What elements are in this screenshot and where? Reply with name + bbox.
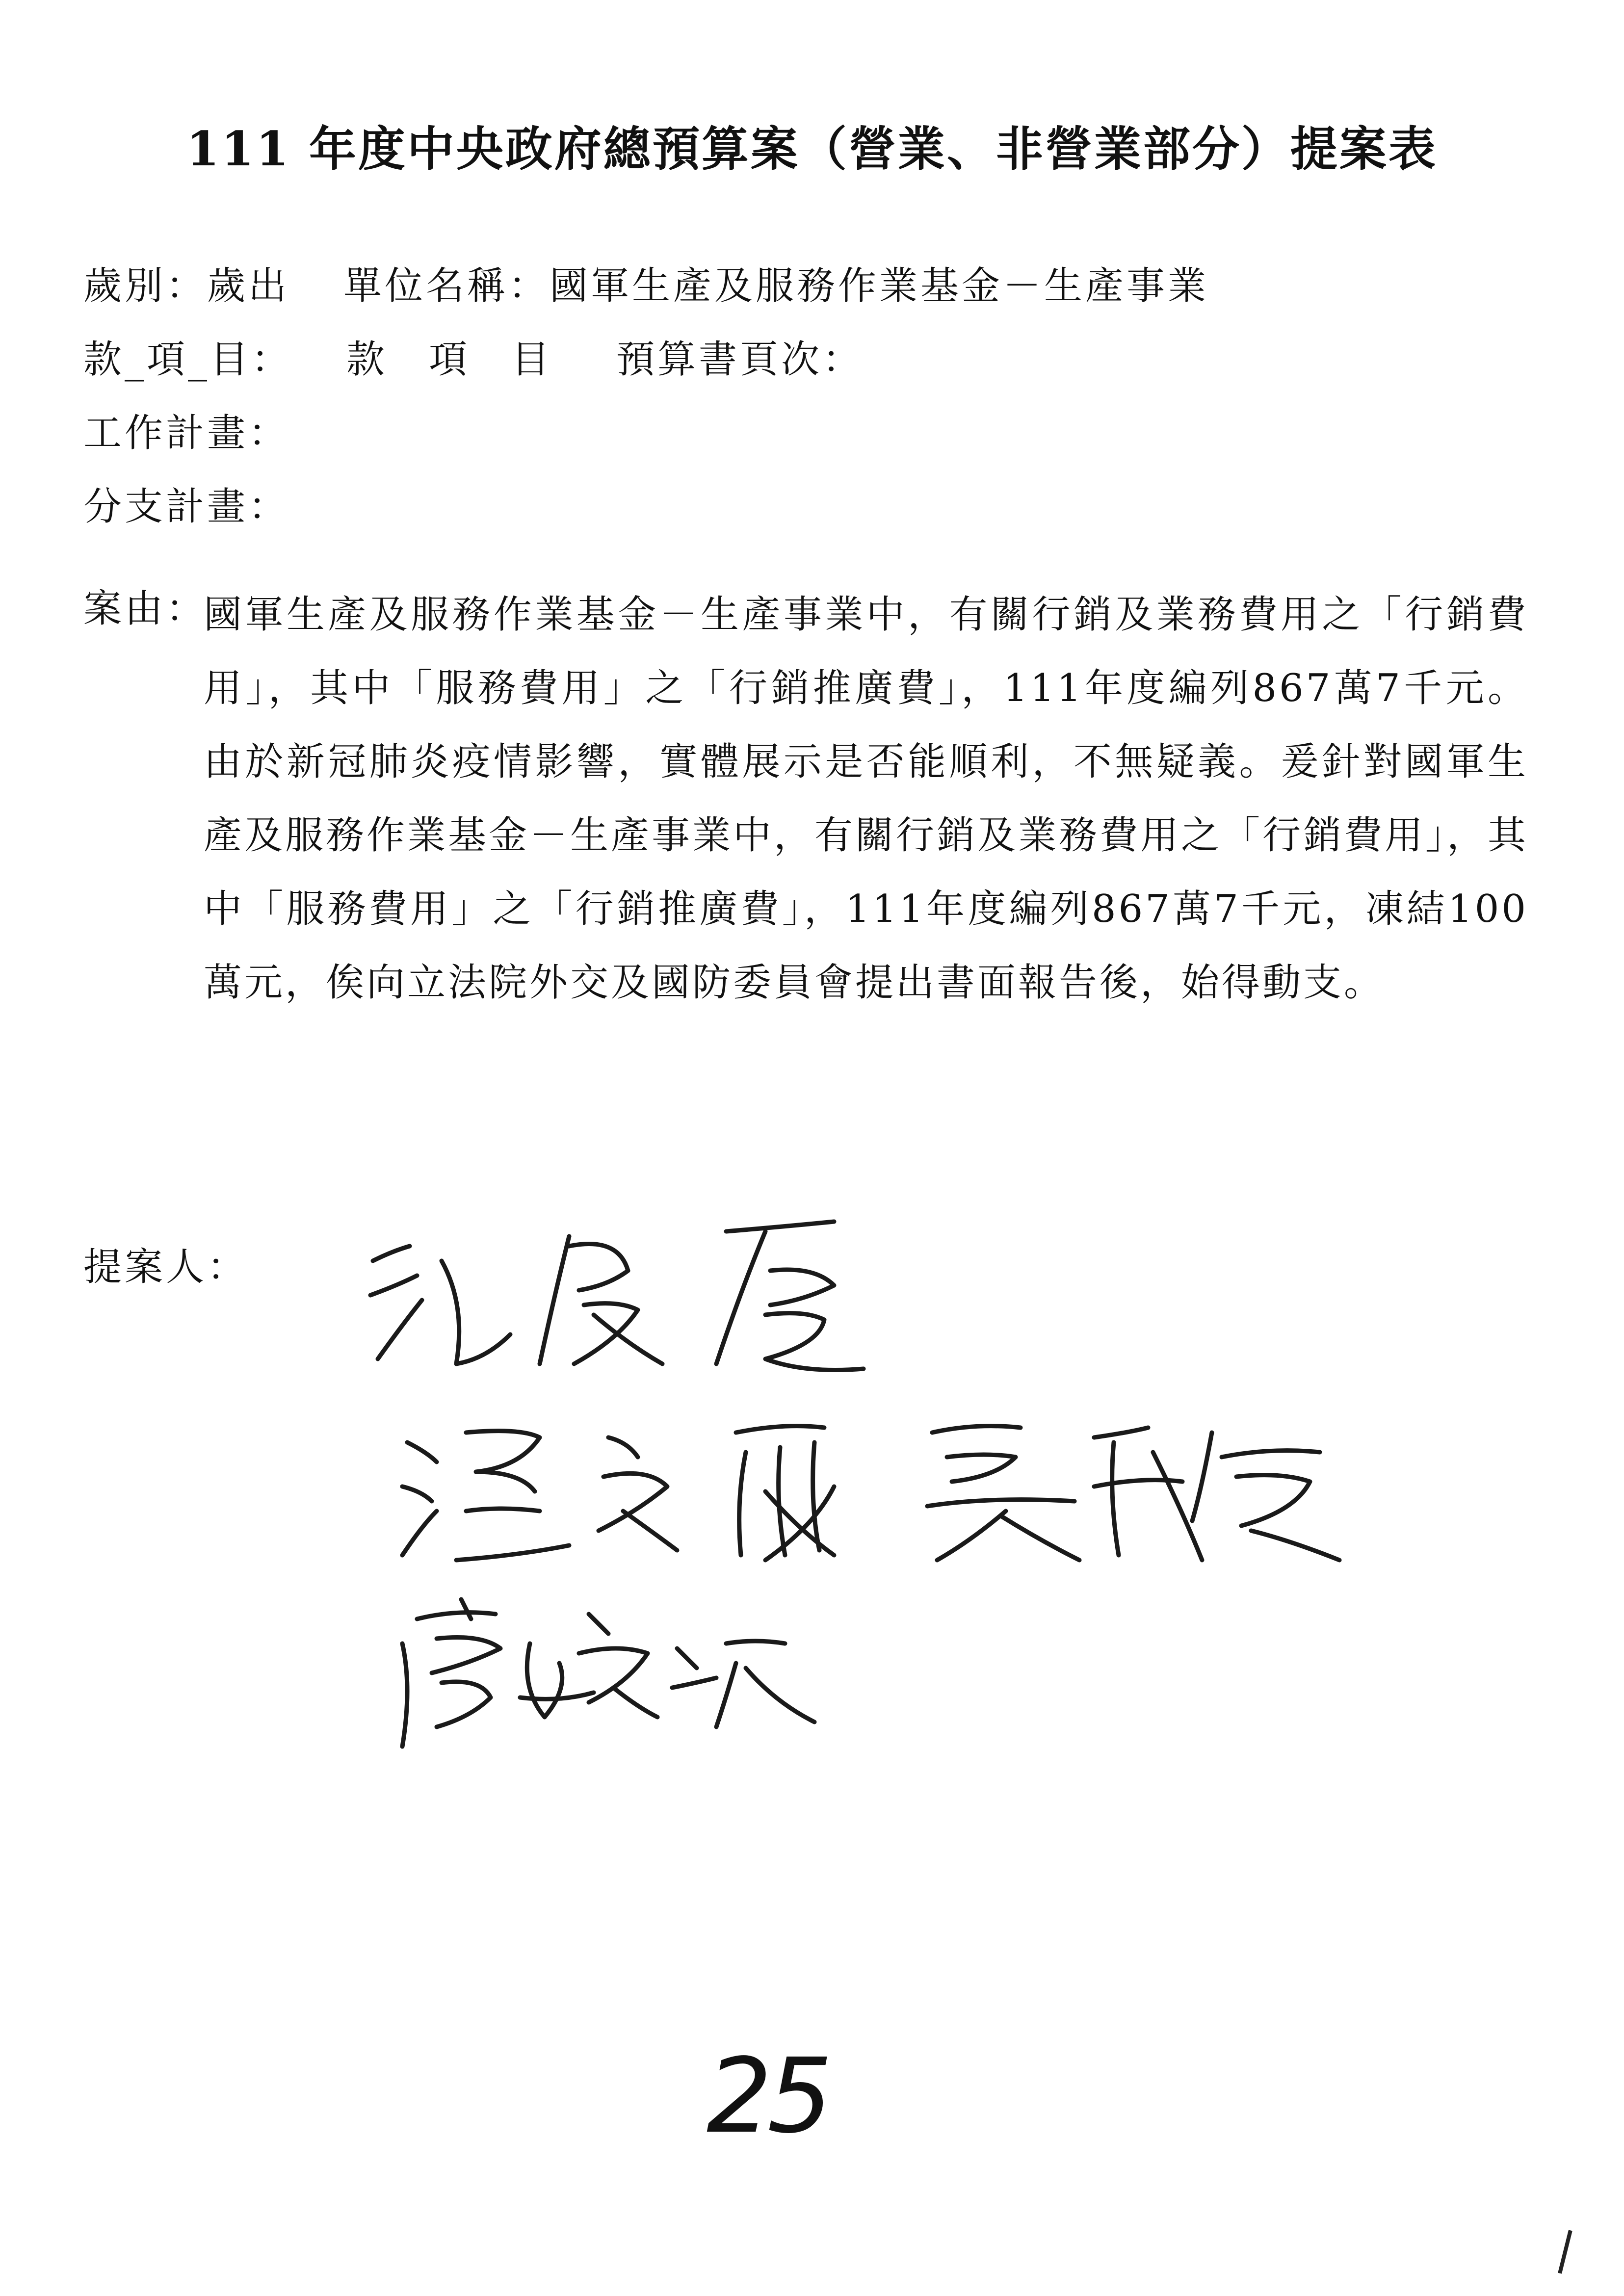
proposers-label: 提案人： (83, 1245, 249, 1289)
meta-line-budget-category (83, 255, 1209, 310)
sub-plan-label: 分支計畫： (83, 485, 290, 529)
work-plan-label: 工作計畫： (83, 411, 290, 455)
meta-line-item-code (83, 329, 864, 384)
unit-name-field: 單位名稱：國軍生產及服務作業基金－生產事業 (343, 264, 1209, 308)
signature-2 (393, 1413, 908, 1570)
signature-3 (917, 1413, 1359, 1570)
budget-category-label: 歲別：歲出 (83, 264, 290, 308)
scan-edge-mark (1558, 2230, 1572, 2273)
page-number: 25 (707, 2036, 828, 2156)
proposal-label: 案由： (83, 587, 208, 631)
proposal-text: 國軍生產及服務作業基金－生產事業中，有關行銷及業務費用之「行銷費用」，其中「服務費用」之「行銷推廣費」，111年度編列867萬7千元。由於新冠肺炎疫情影響，實體展示是否能順利，不無疑義。爰針對國軍生產及服務作業基金－生產事業中，有關行銷及業務費用之「行銷費用」，其中「服務費用」之「行銷推廣費」，111年度編列867萬7千元，凍結100萬元，俟向立法院外交及國防委員會提出書面報告後，始得動支。 (204, 593, 1529, 1005)
page-title: 111 年度中央政府總預算案（營業、非營業部分）提案表 (186, 121, 1438, 177)
budget-page-label: 預算書頁次： (616, 338, 864, 382)
signature-1 (363, 1217, 903, 1383)
item-code-fields: 款 項 目 (346, 338, 553, 382)
item-code-label: 款_項_目： (83, 338, 293, 382)
signature-4 (383, 1590, 824, 1766)
